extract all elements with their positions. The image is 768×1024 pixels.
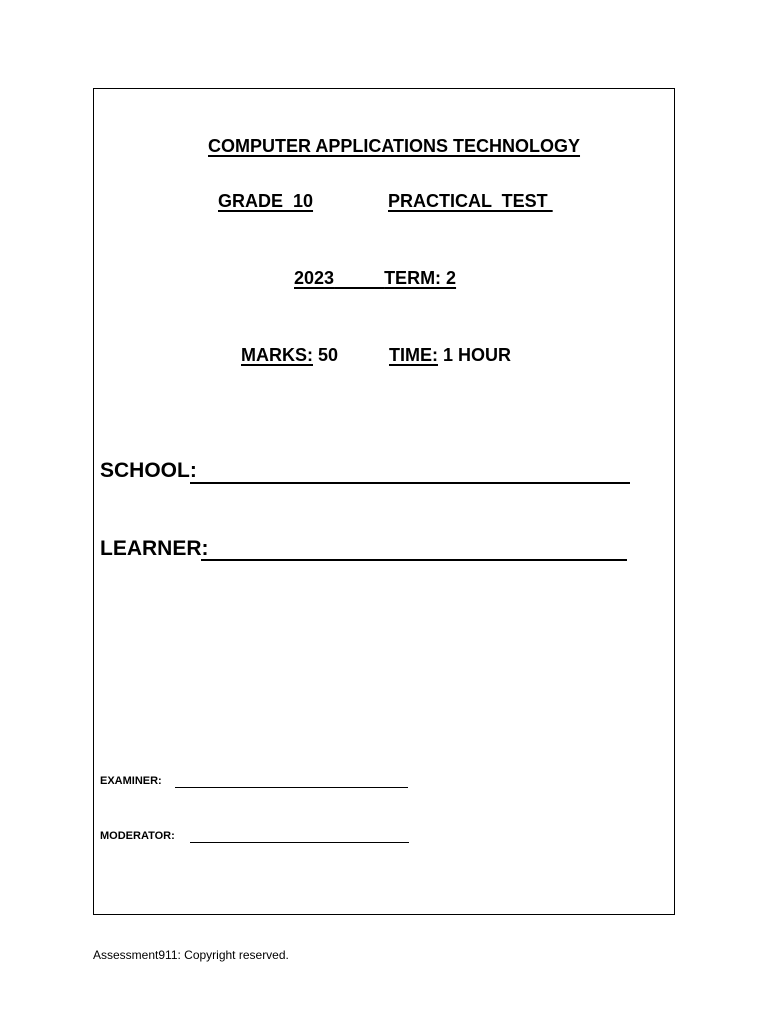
time-group — [389, 344, 511, 366]
year-term-row — [294, 267, 456, 289]
moderator-fill-line — [190, 842, 409, 843]
subject-title-row — [93, 113, 675, 179]
moderator-label: MODERATOR: — [100, 830, 175, 842]
marks-value: 50 — [318, 345, 339, 365]
test-type-label: PRACTICAL TEST — [388, 191, 553, 211]
term-label: TERM: 2 — [384, 268, 457, 288]
marks-group — [241, 344, 338, 366]
learner-label: LEARNER: — [100, 537, 209, 560]
time-label: TIME: — [389, 345, 438, 365]
examiner-fill-line — [175, 787, 408, 788]
year-term-gap — [334, 268, 384, 288]
learner-fill-line — [201, 559, 627, 561]
marks-label: MARKS: — [241, 345, 313, 365]
copyright-footer: Assessment911: Copyright reserved. — [93, 948, 289, 962]
subject-title: COMPUTER APPLICATIONS TECHNOLOGY — [208, 136, 581, 156]
grade-label: GRADE 10 — [218, 191, 314, 211]
examiner-label: EXAMINER: — [100, 775, 162, 787]
school-fill-line — [190, 482, 630, 484]
time-value: 1 HOUR — [443, 345, 512, 365]
year-label: 2023 — [294, 268, 335, 288]
cover-border — [93, 88, 675, 915]
school-label: SCHOOL: — [100, 459, 197, 482]
